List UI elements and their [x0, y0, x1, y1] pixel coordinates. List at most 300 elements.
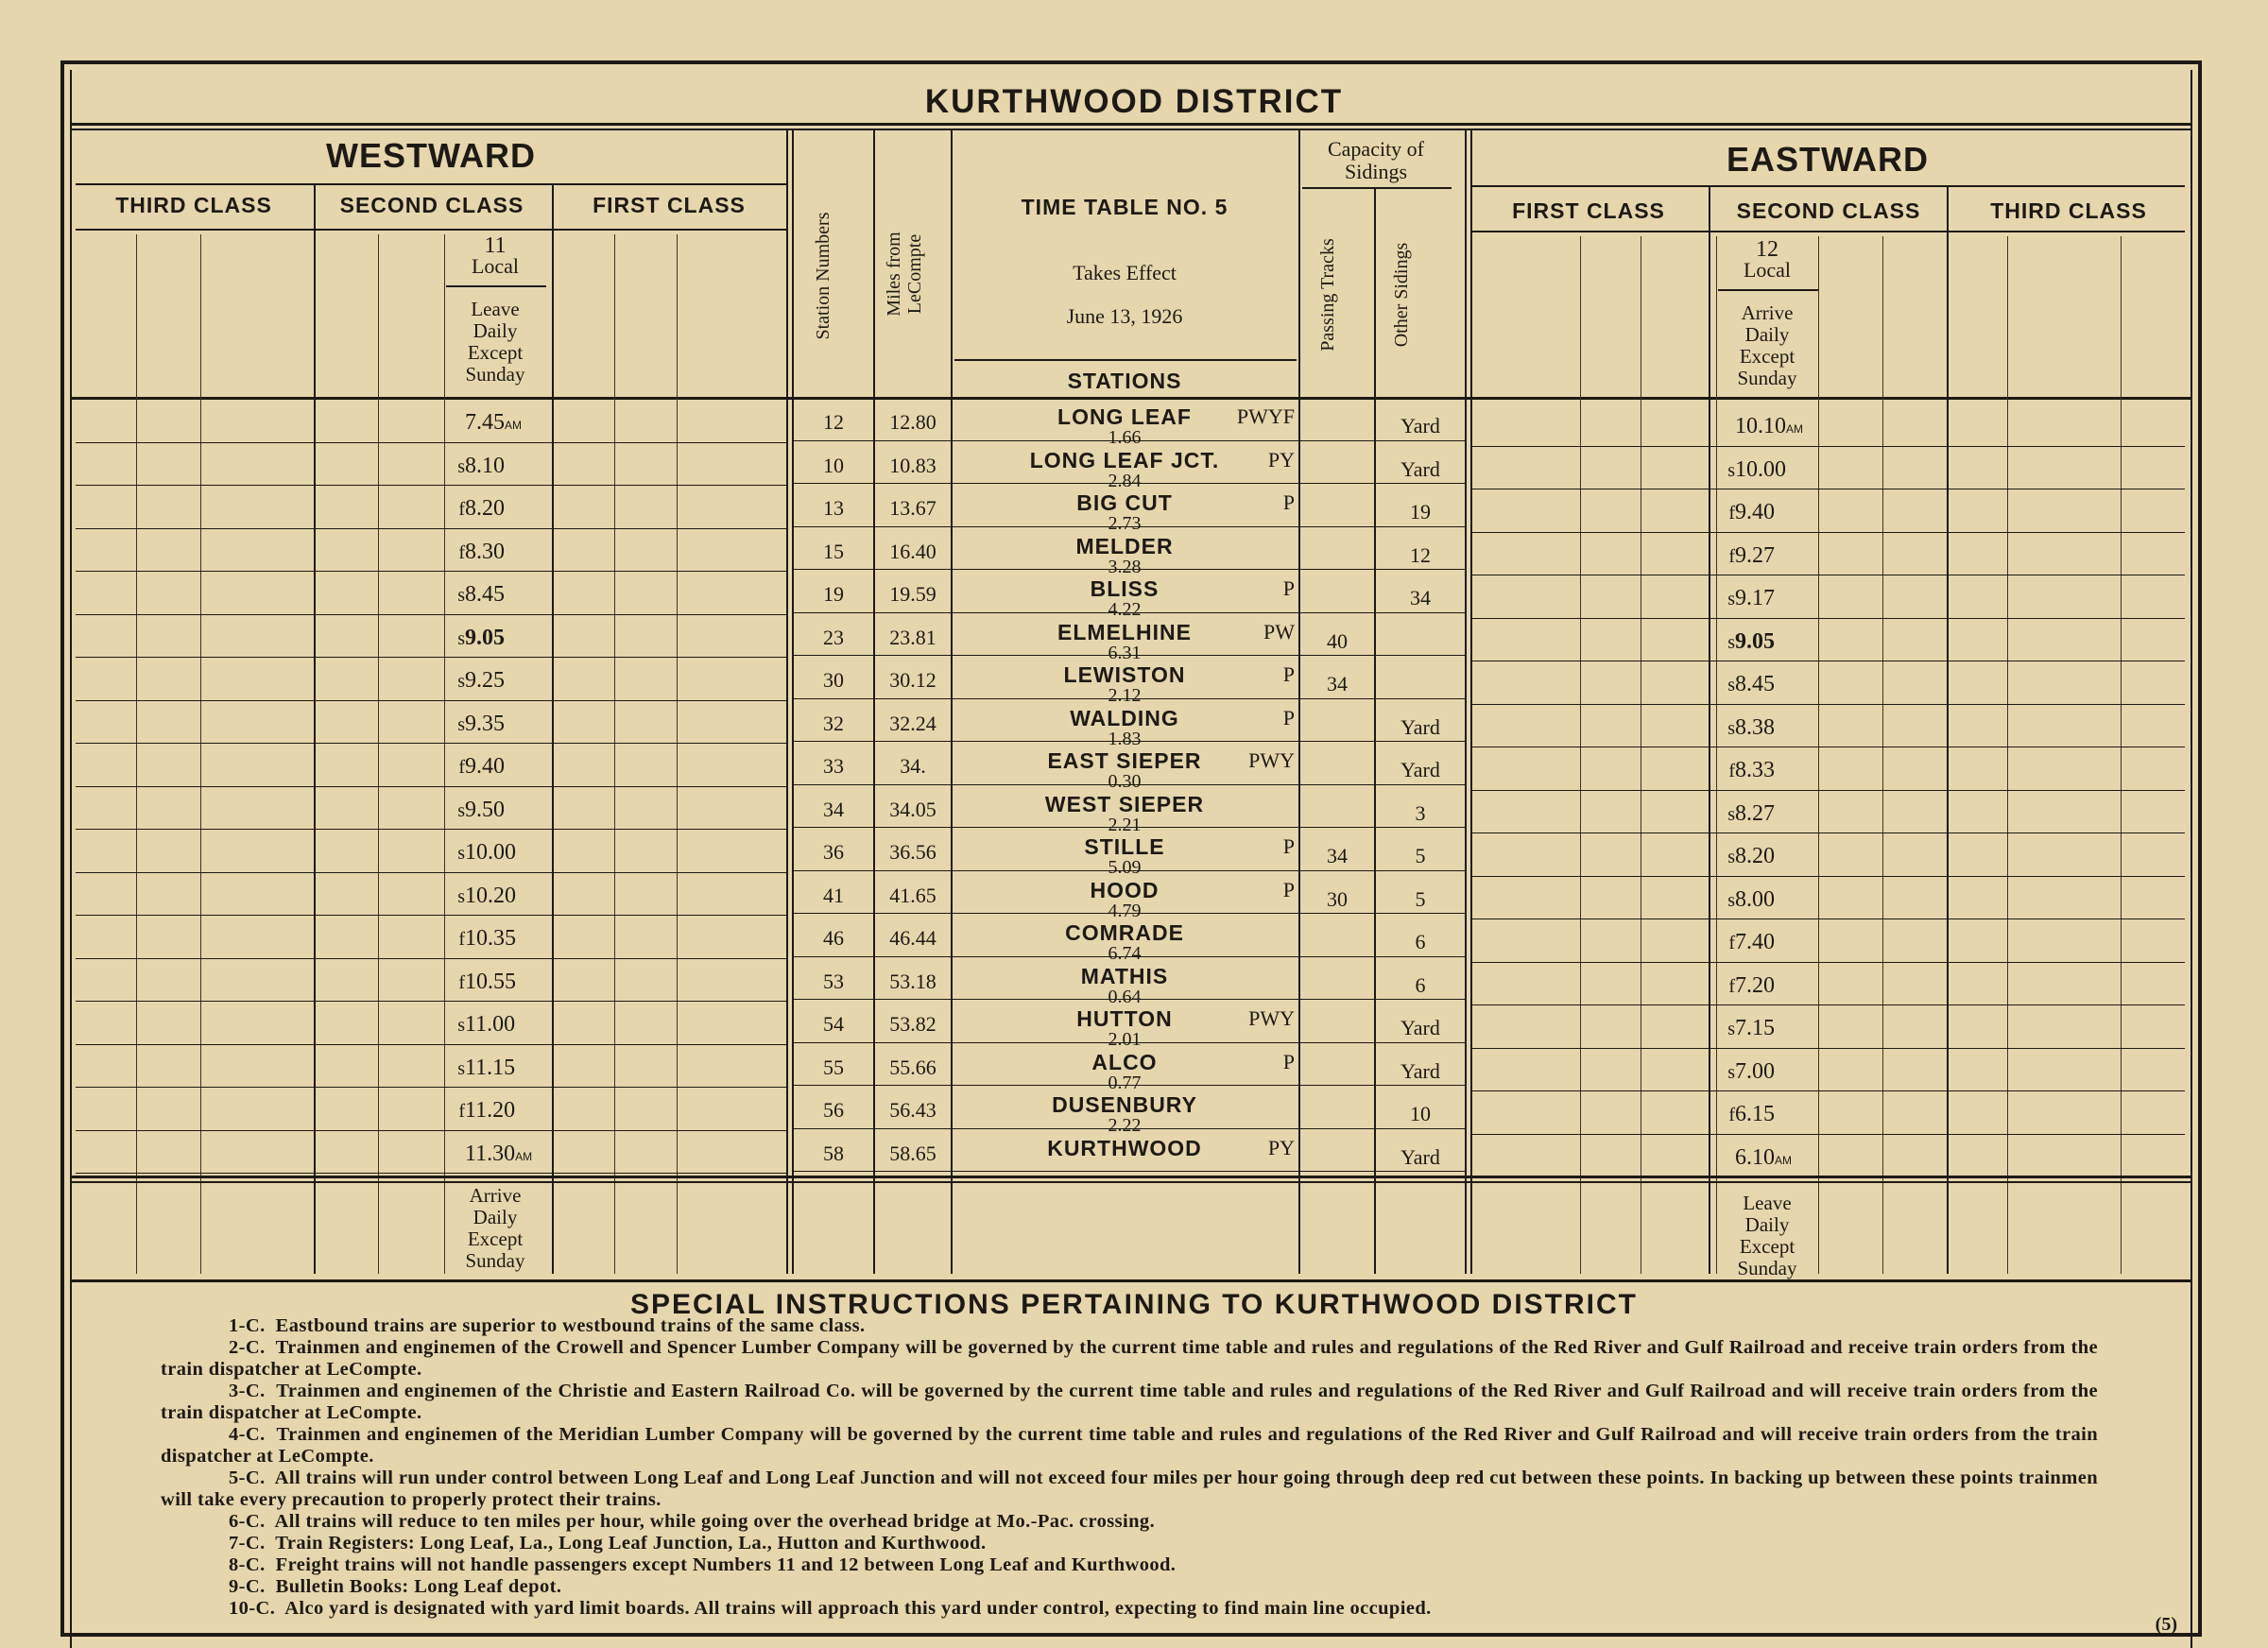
instruction-label: 5-C.: [229, 1468, 266, 1488]
west-time: [448, 926, 546, 953]
col-rule: [951, 129, 953, 1274]
east-time: [1718, 1145, 1816, 1173]
east-time-value: 9.17: [1735, 586, 1775, 610]
east-time-value: 8.27: [1735, 801, 1775, 826]
east-train-name: Local: [1743, 258, 1792, 282]
row-rule: [76, 485, 786, 486]
row-rule: [1470, 790, 2185, 791]
east-time: [1718, 887, 1816, 915]
other-sidings-value: Yard: [1400, 758, 1440, 781]
sub-rule: [200, 234, 201, 1274]
east-bottom-note-line: Except: [1739, 1235, 1796, 1258]
east-first-class: FIRST CLASS: [1512, 198, 1665, 223]
instruction-text: Trainmen and enginemen of the Christie and Eastern Railroad Co. will be governed by the current time table and rules and regulations of the Red River and Gulf Railroad and will receive train orders from the train dispatcher at LeCompte.: [161, 1381, 2098, 1423]
west-time-suffix: AM: [515, 1150, 533, 1163]
west-time-prefix: f: [458, 972, 465, 993]
sub-rule: [614, 234, 615, 1274]
east-time-prefix: s: [1727, 589, 1735, 609]
station-numbers-label: Station Numbers: [813, 212, 833, 340]
west-time-value: 9.05: [465, 626, 505, 650]
station-miles: 41.65: [889, 884, 936, 907]
other-sidings-value: 12: [1410, 543, 1431, 567]
station-distance: 2.12: [1108, 685, 1142, 706]
row-rule: [76, 1173, 786, 1174]
west-time-prefix: f: [458, 757, 465, 778]
east-time: [1718, 715, 1816, 743]
east-train-number: 12: [1756, 237, 1778, 262]
instruction-item: [161, 1381, 2098, 1424]
east-bottom-note: [1716, 1193, 1818, 1279]
other-sidings-value: 3: [1415, 801, 1426, 825]
west-time: [448, 1142, 546, 1169]
rule-east-train: [1718, 289, 1818, 291]
other-sidings-value: Yard: [1400, 1145, 1440, 1169]
station-name: KURTHWOOD: [1047, 1136, 1202, 1160]
other-sidings-label: Other Sidings: [1391, 242, 1412, 348]
col-rule: [1298, 129, 1300, 1274]
west-third-class: THIRD CLASS: [115, 193, 272, 217]
rule-special-top: [70, 1279, 2192, 1282]
west-time: [448, 712, 546, 739]
west-time-value: 10.00: [465, 840, 516, 865]
row-rule: [76, 571, 786, 572]
instruction-label: 2-C.: [229, 1337, 266, 1358]
west-top-note-line: Sunday: [465, 363, 525, 386]
row-rule: [792, 1171, 1465, 1172]
row-rule: [76, 614, 786, 615]
timetable-date: June 13, 1926: [1066, 304, 1183, 328]
instruction-item: [161, 1554, 2098, 1576]
east-time-prefix: f: [1728, 546, 1735, 567]
other-sidings-value: Yard: [1400, 1059, 1440, 1083]
station-code: PWYF: [1236, 404, 1295, 428]
row-rule: [1470, 1048, 2185, 1049]
west-time-value: 11.20: [465, 1098, 516, 1123]
east-time-value: 9.27: [1735, 543, 1775, 568]
west-second-class: SECOND CLASS: [339, 193, 524, 217]
west-top-note: [444, 299, 546, 386]
station-name: MATHIS: [1080, 964, 1169, 988]
station-number: 23: [823, 626, 844, 649]
col-rule: [1947, 185, 1949, 1274]
east-time: [1718, 543, 1816, 571]
east-time: [1718, 844, 1816, 871]
station-number: 30: [823, 668, 844, 692]
station-number: 12: [823, 410, 844, 434]
station-miles: 55.66: [889, 1056, 936, 1079]
station-number: 41: [823, 884, 844, 907]
passing-tracks-value: 34: [1327, 844, 1348, 867]
other-sidings-value: 34: [1410, 586, 1431, 609]
row-rule: [76, 829, 786, 830]
west-time-value: 10.35: [465, 926, 516, 951]
west-bottom-note-line: Sunday: [465, 1249, 525, 1272]
station-name: HUTTON: [1076, 1006, 1173, 1031]
instruction-item: [161, 1533, 2098, 1554]
station-name: WALDING: [1070, 706, 1179, 730]
station-number: 34: [823, 798, 844, 821]
west-time: [448, 410, 546, 438]
capacity-label: Capacity of Sidings: [1327, 137, 1425, 183]
station-name: WEST SIEPER: [1044, 792, 1205, 816]
east-time-prefix: s: [1727, 804, 1735, 825]
station-number: 54: [823, 1012, 844, 1036]
station-miles: 58.65: [889, 1142, 936, 1165]
east-top-note-line: Sunday: [1737, 367, 1797, 389]
instruction-item: [161, 1511, 2098, 1533]
instruction-label: 8-C.: [229, 1554, 266, 1575]
east-time-value: 6.15: [1735, 1102, 1775, 1126]
west-time-prefix: s: [457, 843, 465, 864]
station-code: PY: [1267, 1136, 1295, 1159]
station-distance: 0.30: [1108, 771, 1142, 792]
station-distance: 4.79: [1108, 901, 1142, 921]
west-time-value: 9.50: [465, 798, 505, 822]
sub-rule: [136, 234, 137, 1274]
east-time-prefix: s: [1727, 632, 1735, 653]
station-miles: 19.59: [889, 582, 936, 606]
east-time-prefix: s: [1727, 1062, 1735, 1083]
west-bottom-note-line: Daily: [472, 1206, 518, 1228]
station-name: ALCO: [1091, 1050, 1158, 1074]
instruction-text: Train Registers: Long Leaf, La., Long Leaf Junction, La., Hutton and Kurthwood.: [275, 1533, 987, 1554]
instruction-item: [161, 1598, 2098, 1620]
west-time-prefix: s: [457, 800, 465, 821]
west-time-prefix: f: [458, 1101, 465, 1122]
col-rule: [314, 183, 316, 1274]
instruction-item: [161, 1315, 2098, 1337]
station-number: 58: [823, 1142, 844, 1165]
station-distance: 3.28: [1108, 557, 1142, 577]
row-rule: [76, 700, 786, 701]
east-time-prefix: s: [1727, 718, 1735, 739]
station-name: ELMELHINE: [1057, 620, 1192, 644]
station-miles: 23.81: [889, 626, 936, 649]
rule-east-dir: [1470, 185, 2185, 187]
station-distance: 2.73: [1108, 513, 1142, 534]
instruction-text: Freight trains will not handle passengers except Numbers 11 and 12 between Long Leaf and Kurthwood.: [275, 1554, 1177, 1575]
passing-tracks-label: Passing Tracks: [1317, 238, 1338, 352]
sub-rule: [378, 234, 379, 1274]
station-distance: 5.09: [1108, 857, 1142, 878]
instruction-text: Alco yard is designated with yard limit boards. All trains will approach this yard under control, expecting to find main line occupied.: [284, 1598, 1432, 1619]
west-time: [448, 970, 546, 997]
east-time-prefix: f: [1728, 761, 1735, 781]
row-rule: [76, 958, 786, 959]
station-miles: 46.44: [889, 926, 936, 950]
west-time: [448, 540, 546, 567]
other-sidings-value: Yard: [1400, 457, 1440, 481]
rule-west-dir: [76, 183, 786, 185]
west-time: [448, 754, 546, 781]
instruction-text: Trainmen and enginemen of the Meridian Lumber Company will be governed by the current time table and rules and regulations of the Red River and Gulf Railroad and will receive train orders from the train dispatcher at LeCompte.: [161, 1424, 2098, 1467]
sub-rule: [2121, 236, 2122, 1274]
west-time-value: 11.00: [465, 1012, 516, 1037]
west-top-note-line: Except: [467, 341, 524, 364]
row-rule: [76, 915, 786, 916]
west-time-prefix: s: [457, 671, 465, 692]
east-time-prefix: f: [1728, 933, 1735, 953]
rule-east-class: [1470, 231, 2185, 232]
other-sidings-value: Yard: [1400, 1016, 1440, 1039]
sub-rule: [1580, 236, 1581, 1274]
station-number: 19: [823, 582, 844, 606]
station-code: P: [1282, 878, 1295, 901]
instruction-text: All trains will reduce to ten miles per hour, while going over the overhead bridge at Mo.-Pac. crossing.: [274, 1511, 1156, 1532]
east-time: [1718, 1059, 1816, 1087]
station-name: EAST SIEPER: [1047, 748, 1202, 773]
west-time-prefix: s: [457, 886, 465, 907]
east-time: [1718, 930, 1816, 957]
east-time: [1718, 758, 1816, 785]
station-number: 32: [823, 712, 844, 735]
station-code: PY: [1267, 448, 1295, 472]
station-number: 46: [823, 926, 844, 950]
instruction-item: [161, 1337, 2098, 1381]
east-time: [1718, 1016, 1816, 1043]
east-time: [1718, 1102, 1816, 1129]
east-top-note-line: Except: [1739, 345, 1796, 368]
east-time-value: 7.20: [1735, 973, 1775, 998]
station-code: P: [1282, 490, 1295, 514]
east-bottom-note-line: Leave: [1743, 1192, 1792, 1214]
other-sidings-value: Yard: [1400, 715, 1440, 739]
east-time-value: 7.15: [1735, 1016, 1775, 1040]
station-miles: 13.67: [889, 496, 936, 520]
west-time: [448, 496, 546, 524]
west-time: [448, 798, 546, 825]
instruction-label: 7-C.: [229, 1533, 266, 1554]
passing-tracks-value: 34: [1327, 672, 1348, 695]
west-time-value: 8.20: [465, 496, 505, 521]
east-time-suffix: AM: [1775, 1154, 1792, 1167]
instruction-text: All trains will run under control between Long Leaf and Long Leaf Junction and will not exceed four miles per hour going through deep red cut between these points. In backing up between these points trainmen will take every precaution to properly protect their trains.: [161, 1468, 2099, 1510]
west-time-prefix: s: [457, 585, 465, 606]
west-time-prefix: f: [458, 929, 465, 950]
station-number: 53: [823, 970, 844, 993]
west-time: [448, 1098, 546, 1125]
instruction-text: Bulletin Books: Long Leaf depot.: [275, 1576, 562, 1597]
rule-header-bottom: [70, 397, 2192, 400]
west-time-value: 11.15: [465, 1056, 516, 1080]
east-time-value: 9.40: [1735, 500, 1775, 524]
west-time-value: 8.30: [465, 540, 505, 564]
passing-tracks-value: 40: [1327, 629, 1348, 653]
other-sidings-value: 6: [1415, 930, 1426, 953]
west-time: [448, 626, 546, 653]
station-miles: 10.83: [889, 454, 936, 477]
east-time-value: 8.33: [1735, 758, 1775, 782]
instruction-item: [161, 1576, 2098, 1598]
rule-body-bottom: [70, 1176, 2192, 1178]
station-miles: 32.24: [889, 712, 936, 735]
row-rule: [1470, 446, 2185, 447]
rule-capacity: [1302, 187, 1452, 189]
west-time: [448, 1056, 546, 1083]
timetable-title: TIME TABLE NO. 5: [1021, 195, 1228, 219]
sub-rule: [1818, 236, 1819, 1274]
station-distance: 4.22: [1108, 599, 1142, 620]
instruction-text: Eastbound trains are superior to westbound trains of the same class.: [275, 1315, 866, 1336]
rule-title-2: [70, 129, 2192, 130]
west-time: [448, 840, 546, 867]
east-top-note-line: Arrive: [1741, 301, 1794, 324]
col-rule: [1465, 129, 1467, 1274]
station-distance: 2.21: [1108, 815, 1142, 835]
east-time-prefix: s: [1727, 675, 1735, 695]
east-time: [1718, 629, 1816, 657]
westward-heading: WESTWARD: [326, 136, 536, 175]
west-time: [448, 884, 546, 911]
station-distance: 2.01: [1108, 1029, 1142, 1050]
col-rule: [552, 183, 554, 1274]
row-rule: [1470, 1090, 2185, 1091]
district-title: KURTHWOOD DISTRICT: [924, 83, 1344, 120]
station-number: 10: [823, 454, 844, 477]
station-miles: 53.82: [889, 1012, 936, 1036]
station-distance: 2.84: [1108, 471, 1142, 491]
east-time-value: 8.38: [1735, 715, 1775, 740]
instruction-label: 1-C.: [229, 1315, 266, 1336]
row-rule: [76, 1130, 786, 1131]
row-rule: [1470, 532, 2185, 533]
rule-west-train: [446, 285, 546, 287]
rule-stations-label: [954, 359, 1297, 361]
station-distance: 6.74: [1108, 943, 1142, 964]
col-rule: [1470, 129, 1472, 1274]
west-train-number: 11: [484, 233, 507, 258]
other-sidings-value: 5: [1415, 887, 1426, 911]
station-distance: 1.83: [1108, 729, 1142, 749]
sub-rule: [444, 234, 445, 1274]
west-bottom-note-line: Arrive: [469, 1184, 522, 1207]
col-rule: [1709, 185, 1710, 1274]
instruction-label: 4-C.: [229, 1424, 266, 1445]
station-distance: 0.77: [1108, 1073, 1142, 1093]
west-bottom-note: [444, 1185, 546, 1272]
special-instructions-list: [161, 1315, 2098, 1620]
instruction-item: [161, 1424, 2098, 1468]
west-top-note-line: Daily: [472, 319, 518, 342]
instruction-label: 9-C.: [229, 1576, 266, 1597]
row-rule: [1470, 918, 2185, 919]
row-rule: [76, 442, 786, 443]
row-rule: [1470, 962, 2185, 963]
west-time-value: 10.20: [465, 884, 516, 908]
row-rule: [76, 657, 786, 658]
station-name: LONG LEAF: [1057, 404, 1192, 429]
west-time-prefix: s: [457, 1058, 465, 1079]
station-name: BLISS: [1090, 576, 1160, 601]
row-rule: [76, 743, 786, 744]
west-time-value: 9.40: [465, 754, 505, 779]
station-name: BIG CUT: [1076, 490, 1173, 515]
row-rule: [76, 1044, 786, 1045]
east-time: [1718, 801, 1816, 829]
col-rule: [786, 129, 788, 1274]
row-rule: [1470, 1004, 2185, 1005]
rule-title: [70, 123, 2192, 126]
west-time-prefix: f: [458, 542, 465, 563]
page-number: (5): [2155, 1614, 2177, 1635]
west-time: [448, 1012, 546, 1039]
station-number: 15: [823, 540, 844, 563]
row-rule: [1470, 876, 2185, 877]
east-time-suffix: AM: [1786, 422, 1803, 436]
east-top-note-line: Daily: [1744, 323, 1790, 346]
west-bottom-note-line: Except: [467, 1227, 524, 1250]
station-code: P: [1282, 1050, 1295, 1073]
row-rule: [1470, 618, 2185, 619]
other-sidings-value: 19: [1410, 500, 1431, 524]
station-code: P: [1282, 576, 1295, 600]
west-first-class: FIRST CLASS: [593, 193, 746, 217]
east-time-prefix: s: [1727, 847, 1735, 867]
west-time-prefix: s: [457, 628, 465, 649]
instruction-text: Trainmen and enginemen of the Crowell and Spencer Lumber Company will be governed by the current time table and rules and regulations of the Red River and Gulf Railroad and receive train orders from the train dispatcher at LeCompte.: [161, 1337, 2098, 1380]
station-code: PW: [1263, 620, 1295, 644]
east-time-prefix: f: [1728, 1105, 1735, 1125]
eastward-heading: EASTWARD: [1727, 140, 1929, 179]
row-rule: [76, 786, 786, 787]
east-second-class: SECOND CLASS: [1736, 198, 1921, 223]
station-miles: 34.05: [889, 798, 936, 821]
station-name: LEWISTON: [1063, 662, 1186, 687]
east-time-value: 7.40: [1735, 930, 1775, 954]
sub-rule: [1716, 236, 1717, 1274]
east-time-prefix: f: [1728, 503, 1735, 524]
east-time: [1718, 586, 1816, 613]
east-time: [1718, 973, 1816, 1001]
instruction-label: 10-C.: [229, 1598, 276, 1619]
sub-rule: [677, 234, 678, 1274]
station-miles: 12.80: [889, 410, 936, 434]
station-name: STILLE: [1084, 834, 1165, 859]
station-name: MELDER: [1075, 534, 1174, 558]
station-number: 55: [823, 1056, 844, 1079]
row-rule: [76, 1001, 786, 1002]
east-time-value: 9.05: [1735, 629, 1775, 654]
east-time: [1718, 457, 1816, 485]
row-rule: [76, 872, 786, 873]
station-number: 56: [823, 1098, 844, 1122]
station-miles: 56.43: [889, 1098, 936, 1122]
west-time-value: 8.45: [465, 582, 505, 607]
station-number: 13: [823, 496, 844, 520]
east-third-class: THIRD CLASS: [1990, 198, 2147, 223]
west-time-value: 9.25: [465, 668, 505, 693]
east-bottom-note-line: Daily: [1744, 1213, 1790, 1236]
passing-tracks-value: 30: [1327, 887, 1348, 911]
west-top-note-line: Leave: [471, 298, 520, 320]
west-time: [448, 454, 546, 481]
station-distance: 6.31: [1108, 643, 1142, 663]
west-time-prefix: s: [457, 456, 465, 477]
east-time: [1718, 500, 1816, 527]
other-sidings-value: 6: [1415, 973, 1426, 997]
west-time-value: 10.55: [465, 970, 516, 994]
station-distance: 2.22: [1108, 1115, 1142, 1136]
station-code: P: [1282, 706, 1295, 730]
west-time-suffix: AM: [505, 419, 522, 432]
station-distance: 0.64: [1108, 987, 1142, 1007]
west-time: [448, 668, 546, 695]
east-top-note: [1716, 302, 1818, 389]
station-name: COMRADE: [1065, 920, 1184, 945]
west-time-value: 11.30: [465, 1142, 516, 1166]
miles-label: Miles from LeCompte: [884, 232, 925, 317]
station-name: LONG LEAF JCT.: [1029, 448, 1220, 472]
